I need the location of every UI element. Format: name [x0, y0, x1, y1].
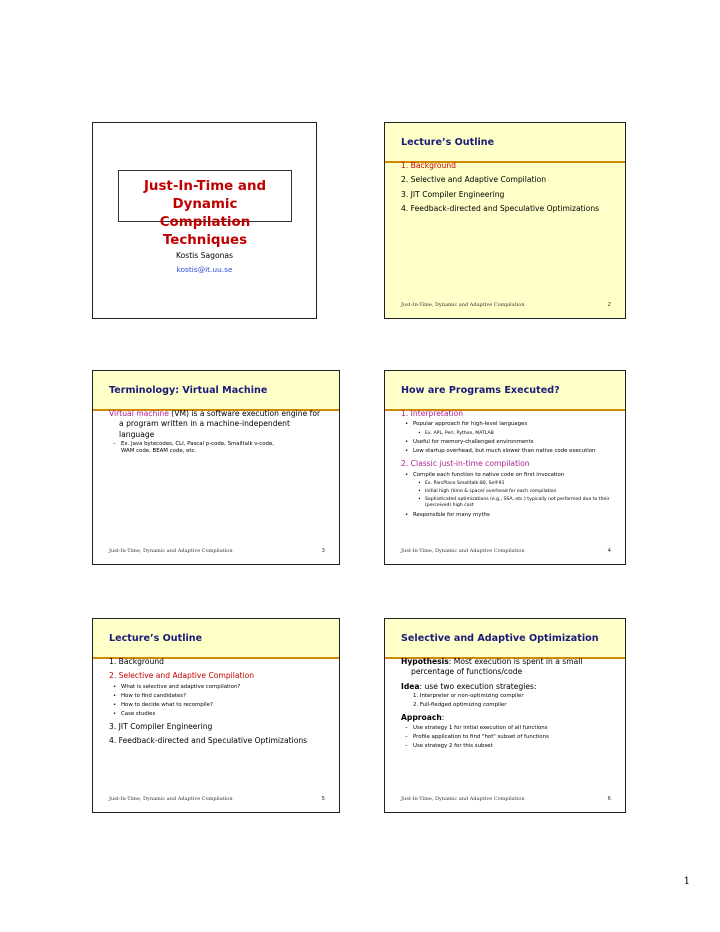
- author-email[interactable]: kostis@it.uu.se: [176, 265, 233, 274]
- bullet: • Compile each function to native code on first invocation: [413, 472, 613, 479]
- slide-title: How are Programs Executed?: [401, 385, 560, 396]
- footer-text: Just-In-Time, Dynamic and Adaptive Compilation: [401, 302, 525, 308]
- bullet: • Responsible for many myths: [413, 512, 613, 519]
- hypothesis-label: Hypothesis: [401, 657, 449, 666]
- bullet: • Useful for memory-challenged environments: [413, 439, 613, 446]
- slide-title: Lecture’s Outline: [401, 137, 495, 148]
- slide-1-title: [92, 122, 317, 319]
- hypothesis-line-2: percentage of functions/code: [411, 667, 523, 677]
- sub-bullet: • Ex. ParcPlace Smalltalk-80, Self-91: [425, 481, 613, 487]
- slide-2-outline: [384, 122, 626, 319]
- slide-body: [109, 657, 327, 750]
- footer-text: Just-In-Time, Dynamic and Adaptive Compilation: [401, 796, 525, 802]
- outline-item-background: 1. Background: [109, 657, 164, 666]
- approach-text: :: [441, 713, 445, 723]
- slide-title: Terminology: Virtual Machine: [109, 385, 268, 396]
- slide-3-virtual-machine: [92, 370, 340, 565]
- idea-label: Idea: [401, 681, 420, 691]
- slide-footer: [401, 796, 611, 802]
- slide-footer: [109, 548, 325, 554]
- idea-item: 1. Interpreter or non-optimizing compiler: [413, 692, 524, 699]
- slide-6-selective-adaptive: [384, 618, 626, 813]
- definition-text: (VM) is a software execution engine for: [168, 409, 321, 418]
- slide-footer: [401, 548, 611, 554]
- page-number: 1: [683, 876, 690, 887]
- approach-item: – Profile application to find "hot" subset of functions: [413, 734, 613, 741]
- slide-body: [401, 409, 613, 521]
- slide-4-program-execution: [384, 370, 626, 565]
- footer-text: Just-In-Time, Dynamic and Adaptive Compilation: [109, 796, 233, 802]
- approach-line: [401, 713, 613, 723]
- sub-item: • How to decide what to recompile?: [121, 702, 327, 709]
- title-box: [118, 170, 292, 249]
- slide-number: 3: [321, 548, 325, 554]
- outline-item-jit: 3. JIT Compiler Engineering: [401, 189, 505, 199]
- slide-number: 6: [607, 796, 611, 802]
- outline-item-selective: 2. Selective and Adaptive Compilation: [109, 671, 255, 681]
- hypothesis-line: [401, 657, 613, 667]
- title-line-1: Just-In-Time and Dynamic: [143, 179, 267, 213]
- slide-body: [109, 409, 327, 457]
- title-line-2: Compilation Techniques: [159, 215, 251, 249]
- slide-body: [401, 657, 613, 752]
- slide-footer: [401, 302, 611, 308]
- footer-text: Just-In-Time, Dynamic and Adaptive Compilation: [401, 548, 525, 554]
- approach-item: – Use strategy 1 for initial execution of all functions: [413, 725, 613, 732]
- sub-bullet: • Sophisticated optimizations (e.g., SSA, etc.) typically not performed due to their (perceived) high cost: [425, 497, 613, 509]
- example-line-1: – Ex. Java bytecodes, CLI, Pascal p-code, Smalltalk v-code,: [121, 441, 327, 448]
- heading-jit: 2. Classic just-in-time compilation: [401, 459, 530, 469]
- slide-body: [401, 161, 613, 218]
- bullet: • Low startup overhead, but much slower than native code execution: [413, 448, 613, 455]
- outline-item-selective: 2. Selective and Adaptive Compilation: [401, 175, 547, 185]
- sub-item: • How to find candidates?: [121, 693, 327, 700]
- slide-footer: [109, 796, 325, 802]
- hypothesis-text: : Most execution is spent in a small: [448, 657, 583, 666]
- footer-text: Just-In-Time, Dynamic and Adaptive Compilation: [109, 548, 233, 554]
- slide-number: 2: [607, 302, 611, 308]
- slide-number: 4: [607, 548, 611, 554]
- slide-title: Lecture’s Outline: [109, 633, 203, 644]
- approach-label: Approach: [401, 713, 442, 723]
- highlight-term: Virtual machine: [109, 409, 169, 418]
- author-name: Kostis Sagonas: [175, 251, 234, 260]
- outline-item-feedback: 4. Feedback-directed and Speculative Optimizations: [109, 735, 308, 745]
- presentation-title: [119, 178, 291, 250]
- sub-bullet: • Initial high (time & space) overhead for each compilation: [425, 489, 613, 495]
- idea-text: : use two execution strategies:: [419, 681, 537, 691]
- definition-line-1: [109, 409, 327, 419]
- definition-line-2: a program written in a machine-independent language: [119, 419, 290, 439]
- idea-line: [401, 682, 613, 692]
- slide-5-outline: [92, 618, 340, 813]
- sub-item: • Case studies: [121, 711, 327, 718]
- outline-item-background: 1. Background: [401, 161, 456, 170]
- sub-bullet: • Ex. APL, Perl, Python, MATLAB: [425, 431, 613, 437]
- slide-number: 5: [321, 796, 325, 802]
- example-line-2: WAM code, BEAM code, etc.: [121, 448, 197, 455]
- sub-item: • What is selective and adaptive compilation?: [121, 684, 327, 691]
- idea-item: 2. Full-fledged optimizing compiler: [413, 702, 507, 709]
- outline-item-feedback: 4. Feedback-directed and Speculative Optimizations: [401, 203, 600, 213]
- heading-interpretation: 1. Interpretation: [401, 409, 464, 418]
- bullet: • Popular approach for high-level languages: [413, 421, 613, 428]
- slide-title: Selective and Adaptive Optimization: [401, 633, 599, 644]
- approach-item: – Use strategy 2 for this subset: [413, 743, 613, 750]
- outline-item-jit: 3. JIT Compiler Engineering: [109, 721, 213, 731]
